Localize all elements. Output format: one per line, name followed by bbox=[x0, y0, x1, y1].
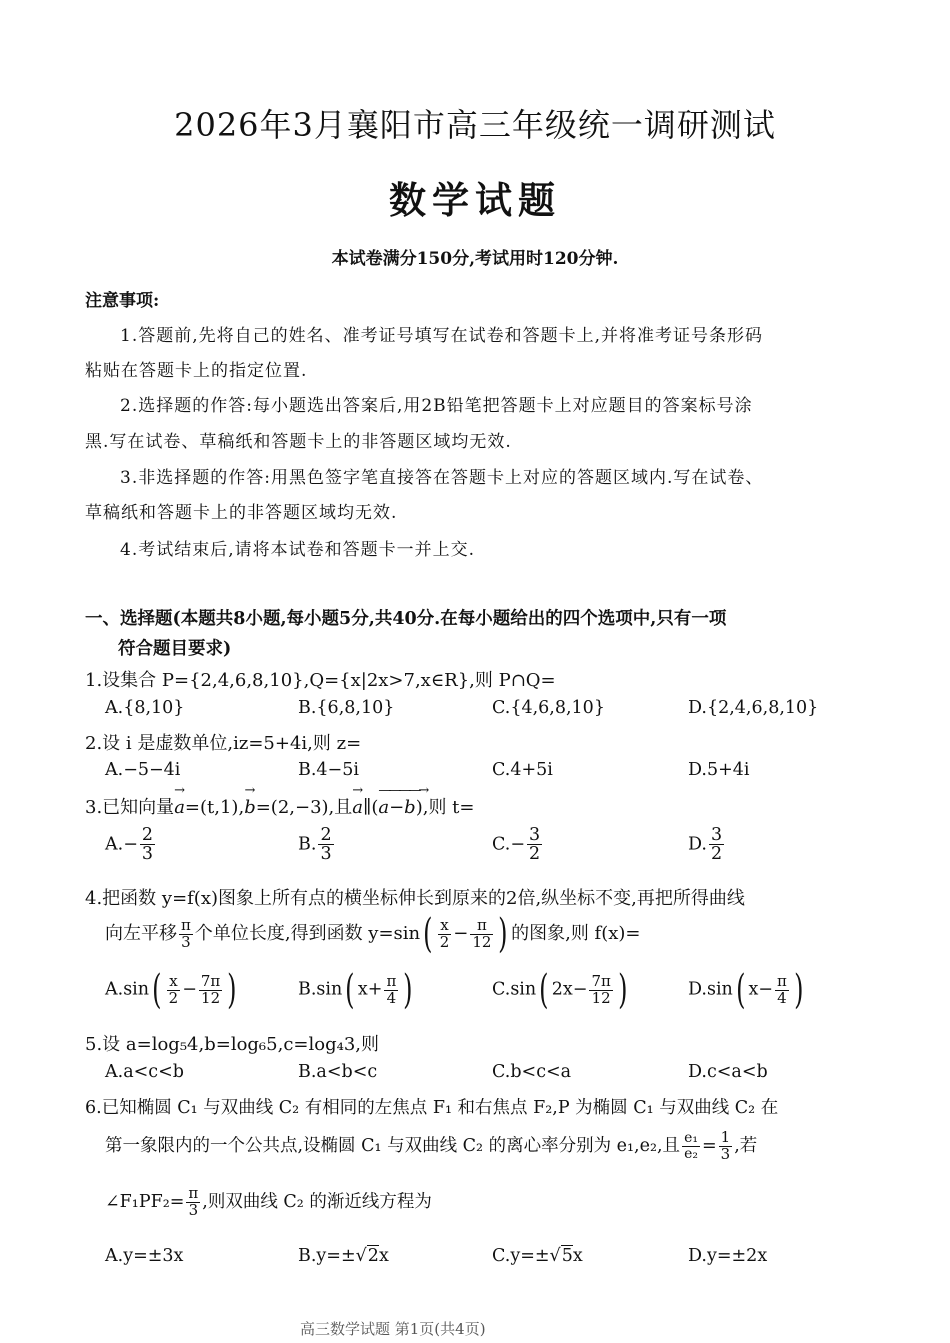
q3-option-b: B. $\frac{2}{3}$ bbox=[298, 825, 332, 865]
exam-title: 2026年3月襄阳市高三年级统一调研测试 bbox=[174, 106, 776, 144]
q5-option-b: B.a<b<c bbox=[298, 1062, 378, 1082]
question-3-stem bbox=[85, 793, 474, 819]
notice-item-1-line1: 1.答题前,先将自己的姓名、准考证号填写在试卷和答题卡上,并将准考证号条形码 bbox=[120, 326, 764, 346]
notice-item-3-line1: 3.非选择题的作答:用黑色签字笔直接答在答题卡上对应的答题区域内.写在试卷、 bbox=[120, 468, 764, 488]
question-6-line2: 第一象限内的一个公共点,设椭圆 C₁ 与双曲线 C₂ 的离心率分别为 e₁,e₂,且 $\frac{\text{e₁}}{\text{e₂}}$ = $\frac{1}{3}$ ,若 bbox=[105, 1128, 758, 1163]
notice-item-2-line1: 2.选择题的作答:每小题选出答案后,用2B铅笔把答题卡上对应题目的答案标号涂 bbox=[120, 396, 753, 416]
fraction: $\frac{3}{2}$ bbox=[710, 825, 723, 865]
notice-item-1-line2: 粘贴在答题卡上的指定位置. bbox=[85, 361, 308, 381]
q3-option-a: A.− $\frac{2}{3}$ bbox=[105, 825, 154, 865]
notice-item-4: 4.考试结束后,请将本试卷和答题卡一并上交. bbox=[120, 540, 476, 560]
question-2-stem: 2.设 i 是虚数单位,iz=5+4i,则 z= bbox=[85, 733, 362, 754]
q1-option-c: C.{4,6,8,10} bbox=[492, 698, 605, 718]
vector-a-minus-b: ————→ a−b bbox=[378, 797, 415, 818]
vector-a: → a bbox=[174, 797, 185, 818]
fraction: $\frac{\pi}{12}$ bbox=[472, 915, 492, 951]
section-heading-line2: 符合题目要求) bbox=[118, 639, 232, 659]
q6-option-a: A.y=±3x bbox=[105, 1246, 184, 1266]
q2-option-c: C.4+5i bbox=[492, 760, 553, 780]
q1-option-d: D.{2,4,6,8,10} bbox=[688, 698, 819, 718]
fraction: $\frac{3}{2}$ bbox=[529, 825, 541, 865]
q5-option-c: C.b<c<a bbox=[492, 1062, 572, 1082]
vector-b: → b bbox=[244, 797, 256, 818]
section-heading-line1: 一、选择题(本题共8小题,每小题5分,共40分.在每小题给出的四个选项中,只有一项 bbox=[85, 609, 727, 629]
q1-option-a: A.{8,10} bbox=[105, 698, 185, 718]
q4-option-d: D.sin( x− $\frac{\pi}{4}$ ) bbox=[688, 967, 804, 1013]
q4-option-c: C.sin( 2x− $\frac{7\pi}{12}$ ) bbox=[492, 967, 628, 1013]
q3-stem-suffix: ),则 t= bbox=[415, 797, 475, 818]
q3-parallel: ∥( bbox=[363, 797, 379, 818]
q4-option-b: B.sin( x+ $\frac{\pi}{4}$ ) bbox=[298, 967, 413, 1013]
fraction: $\frac{\pi}{3}$ bbox=[181, 915, 191, 951]
notice-heading: 注意事项: bbox=[85, 291, 160, 311]
fraction: $\frac{2}{3}$ bbox=[320, 825, 332, 865]
q2-option-d: D.5+4i bbox=[688, 760, 750, 780]
fraction: $\frac{x}{2}$ bbox=[439, 915, 450, 951]
q3-b-value: =(2,−3),且 bbox=[255, 797, 353, 818]
q3-a-value: =(t,1), bbox=[184, 797, 245, 818]
vector-a-2: → a bbox=[352, 797, 363, 818]
question-6-line3: ∠F₁PF₂= $\frac{\pi}{3}$ ,则双曲线 C₂ 的渐近线方程为 bbox=[105, 1184, 432, 1219]
q6-option-b: B.y=±√2x bbox=[298, 1246, 389, 1266]
q6-option-d: D.y=±2x bbox=[688, 1246, 768, 1266]
q2-option-b: B.4−5i bbox=[298, 760, 359, 780]
q6-option-c: C.y=±√5x bbox=[492, 1246, 583, 1266]
q4-option-a: A.sin( $\frac{x}{2}$ − $\frac{7\pi}{12}$ ) bbox=[105, 967, 237, 1013]
q2-option-a: A.−5−4i bbox=[105, 760, 181, 780]
question-4-line2: 向左平移 $\frac{\pi}{3}$ 个单位长度,得到函数 y=sin( $\frac{x}{2}$ − $\frac{\pi}{12}$ ) 的图象,则 f(x)= bbox=[105, 911, 641, 957]
question-5-stem: 5.设 a=log₅4,b=log₆5,c=log₄3,则 bbox=[85, 1034, 379, 1055]
page-footer: 高三数学试题 第1页(共4页) bbox=[300, 1320, 486, 1338]
q3-option-d: D. $\frac{3}{2}$ bbox=[688, 825, 723, 865]
fraction: $\frac{2}{3}$ bbox=[141, 825, 154, 865]
notice-item-2-line2: 黑.写在试卷、草稿纸和答题卡上的非答题区域均无效. bbox=[85, 432, 512, 452]
subject-title: 数学试题 bbox=[389, 178, 561, 222]
notice-item-3-line2: 草稿纸和答题卡上的非答题区域均无效. bbox=[85, 503, 398, 523]
question-6-line1: 6.已知椭圆 C₁ 与双曲线 C₂ 有相同的左焦点 F₁ 和右焦点 F₂,P 为椭圆 C₁ 与双曲线 C₂ 在 bbox=[85, 1098, 779, 1118]
question-4-line1: 4.把函数 y=f(x)图象上所有点的横坐标伸长到原来的2倍,纵坐标不变,再把所得曲线 bbox=[85, 888, 745, 909]
q5-option-d: D.c<a<b bbox=[688, 1062, 768, 1082]
question-1-stem: 1.设集合 P={2,4,6,8,10},Q={x|2x>7,x∈R},则 P∩Q= bbox=[85, 670, 556, 691]
exam-info: 本试卷满分150分,考试用时120分钟. bbox=[331, 249, 619, 269]
q3-option-c: C.− $\frac{3}{2}$ bbox=[492, 825, 541, 865]
q5-option-a: A.a<c<b bbox=[105, 1062, 184, 1082]
q1-option-b: B.{6,8,10} bbox=[298, 698, 395, 718]
q3-stem-prefix: 3.已知向量 bbox=[85, 797, 175, 818]
